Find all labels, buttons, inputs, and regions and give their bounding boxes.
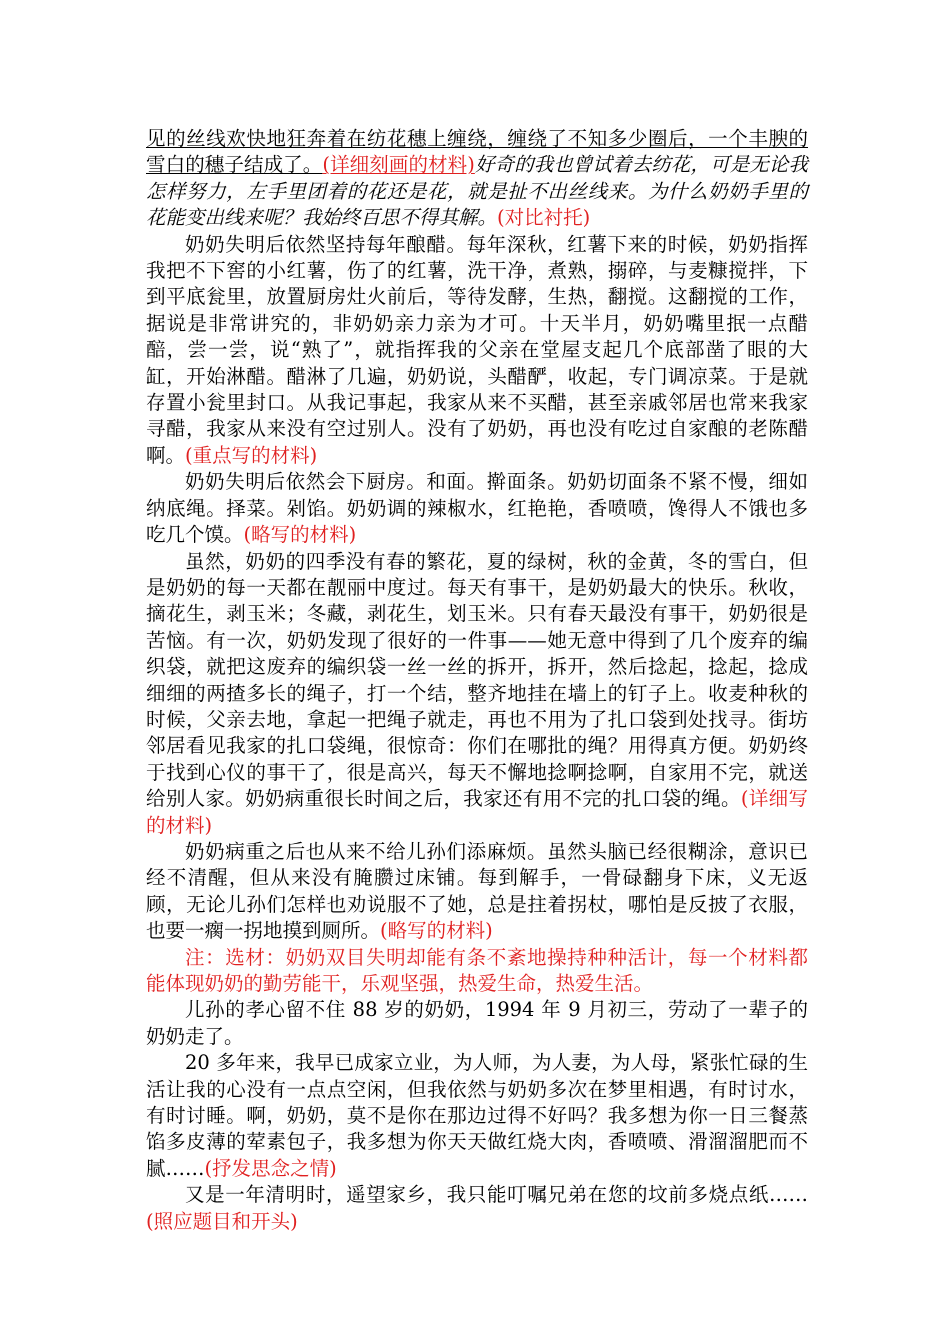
paragraph-kitchen <box>146 469 808 548</box>
paragraph-passing <box>146 997 808 1050</box>
paragraph-summary-note <box>146 945 808 998</box>
annotation-note: (抒发思念之情) <box>204 1156 337 1180</box>
annotation-note: (略写的材料) <box>380 919 493 943</box>
paragraph-memory <box>146 1050 808 1182</box>
document-page <box>146 126 808 1235</box>
annotation-note: 注：选材：奶奶双目失明却能有条不紊地操持种种活计，每一个材料都能体现奶奶的勤劳能干，乐观坚强，热爱生命，热爱生活。 <box>146 945 808 995</box>
paragraph-qingming <box>146 1182 808 1235</box>
paragraph-text: 又是一年清明时，遥望家乡，我只能叮嘱兄弟在您的坟前多烧点纸…… <box>185 1183 808 1207</box>
annotation-note: (详细写的材料) <box>146 787 808 837</box>
paragraph-text: 20 多年来，我早已成家立业，为人师，为人妻，为人母，紧张忙碌的生活让我的心没有一点点空闲，但我依然与奶奶多次在梦里相遇，有时讨水，有时讨睡。啊，奶奶，莫不是你在那边过得不好吗？我多想为你一日三餐蒸馅多皮薄的荤素包子，我多想为你天天做红烧大肉，香喷喷、滑溜溜肥而不腻…… <box>146 1051 808 1180</box>
annotation-note: (详细刻画的材料) <box>322 153 475 177</box>
annotation-note: (重点写的材料) <box>185 443 318 467</box>
paragraph-illness <box>146 839 808 945</box>
paragraph-text: 奶奶失明后依然坚持每年酿醋。每年深秋，红薯下来的时候，奶奶指挥我把不下窖的小红薯，伤了的红薯，洗干净，煮熟，搦碎，与麦糠搅拌，下到平底瓮里，放置厨房灶火前后，等待发酵，生热，翻搅。这翻搅的工作，据说是非常讲究的，非奶奶亲力亲为才可。十天半月，奶奶嘴里抿一点醋醅，尝一尝，说“熟了”，就指挥我的父亲在堂屋支起几个底部凿了眼的大缸，开始淋醋。醋淋了几遍，奶奶说，头醋酽，收起，专门调凉菜。于是就存置小瓮里封口。从我记事起，我家从来不买醋，甚至亲戚邻居也常来我家寻醋，我家从来没有空过别人。没有了奶奶，再也没有吃过自家酿的老陈醋啊。 <box>146 232 808 467</box>
italic-text: 好奇的我也曾试着去纺花，可是无论我怎样努力，左手里团着的花还是花，就是扯不出丝线来。为什么奶奶手里的花能变出线来呢？我始终百思不得其解。 <box>146 153 808 230</box>
paragraph-spinning <box>146 126 808 232</box>
underlined-text: 见的丝线欢快地狂奔着在纺花穗上缠绕，缠绕了不知多少圈后，一个丰腴的雪白的穗子结成了。 <box>146 127 808 177</box>
annotation-note: (对比衬托) <box>497 206 591 230</box>
paragraph-text: 奶奶失明后依然会下厨房。和面。擀面条。奶奶切面条不紧不慢，细如纳底绳。择菜。剁馅。奶奶调的辣椒水，红艳艳，香喷喷，馋得人不饿也多吃几个馍。 <box>146 470 808 547</box>
annotation-note: (略写的材料) <box>243 523 357 547</box>
paragraph-text: 儿孙的孝心留不住 88 岁的奶奶，1994 年 9 月初三，劳动了一辈子的奶奶走了。 <box>146 998 808 1048</box>
paragraph-text: 虽然，奶奶的四季没有春的繁花，夏的绿树，秋的金黄，冬的雪白，但是奶奶的每一天都在靓丽中度过。每天有事干，是奶奶最大的快乐。秋收，摘花生，剥玉米；冬藏，剥花生，划玉米。只有春天最没有事干，奶奶很是苦恼。有一次，奶奶发现了很好的一件事——她无意中得到了几个废弃的编织袋，就把这废弃的编织袋一丝一丝的拆开，拆开，然后捻起，捻起，捻成细细的两揸多长的绳子，打一个结，整齐地挂在墙上的钉子上。收麦种秋的时候，父亲去地，拿起一把绳子就走，再也不用为了扎口袋到处找寻。街坊邻居看见我家的扎口袋绳，很惊奇：你们在哪批的绳？用得真方便。奶奶终于找到心仪的事干了，很是高兴，每天不懈地捻啊捻啊，自家用不完，就送给别人家。奶奶病重很长时间之后，我家还有用不完的扎口袋的绳。 <box>146 549 808 811</box>
paragraph-vinegar <box>146 232 808 470</box>
annotation-note: (照应题目和开头) <box>146 1209 298 1233</box>
paragraph-text: 奶奶病重之后也从来不给儿孙们添麻烦。虽然头脑已经很糊涂，意识已经不清醒，但从来没有腌臜过床铺。每到解手，一骨碌翻身下床，义无返顾，无论儿孙们怎样也劝说服不了她，总是拄着拐杖，哪怕是反披了衣服，也要一瘸一拐地摸到厕所。 <box>146 839 808 943</box>
paragraph-rope <box>146 549 808 839</box>
